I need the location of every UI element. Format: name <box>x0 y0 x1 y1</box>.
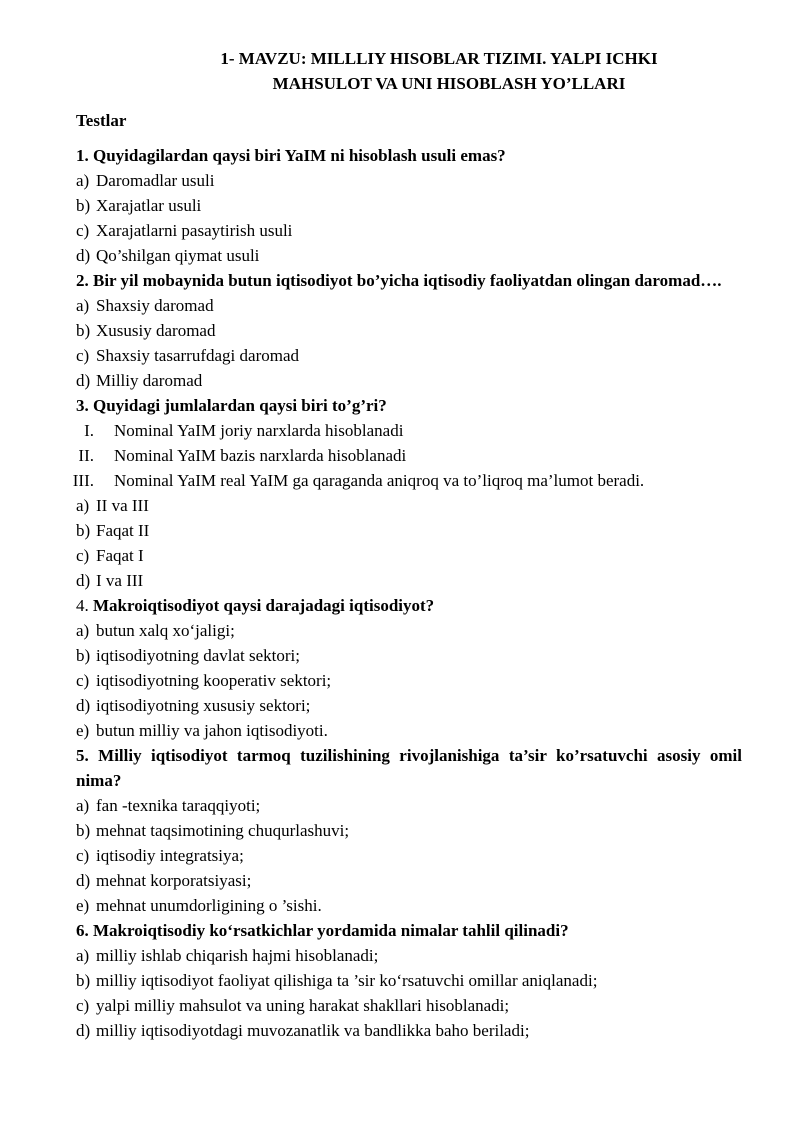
option-text: mehnat unumdorligining o ’sishi. <box>96 896 322 915</box>
option-letter: d) <box>76 1021 91 1040</box>
option-letter: a) <box>76 496 90 515</box>
question-number: 6. <box>76 921 89 940</box>
option-letter: b) <box>76 646 91 665</box>
title-line-2: MAHSULOT VA UNI HISOBLASH YO’LLARI <box>272 74 626 93</box>
option <box>76 1018 742 1043</box>
option-text: Milliy daromad <box>96 371 203 390</box>
option-letter: c) <box>76 221 90 240</box>
option-letter: a) <box>76 796 90 815</box>
question-body: Bir yil mobaynida butun iqtisodiyot bo’yicha iqtisodiy faoliyatdan olingan daromad…. <box>93 271 722 290</box>
option-text: iqtisodiyotning davlat sektori; <box>96 646 300 665</box>
option <box>76 643 742 668</box>
question-text <box>76 743 742 793</box>
option-text: butun xalq xo‘jaligi; <box>96 621 235 640</box>
section-heading: Testlar <box>76 111 127 130</box>
option <box>76 218 742 243</box>
statement <box>76 443 742 468</box>
option-letter: a) <box>76 946 90 965</box>
option <box>76 318 742 343</box>
option-text: Xarajatlar usuli <box>96 196 202 215</box>
option-text: Faqat II <box>96 521 150 540</box>
option-text: II va III <box>96 496 149 515</box>
document-page <box>72 46 742 1043</box>
option <box>76 343 742 368</box>
option-letter: c) <box>76 996 90 1015</box>
option-letter: c) <box>76 671 90 690</box>
option-letter: b) <box>76 971 91 990</box>
option-text: Xarajatlarni pasaytirish usuli <box>96 221 293 240</box>
option-letter: b) <box>76 521 91 540</box>
option-letter: a) <box>76 621 90 640</box>
option <box>76 368 742 393</box>
option-text: butun milliy va jahon iqtisodiyoti. <box>96 721 328 740</box>
question-3 <box>72 393 742 593</box>
question-5 <box>76 743 742 918</box>
option <box>76 843 742 868</box>
statement-text: Nominal YaIM joriy narxlarda hisoblanadi <box>114 421 404 440</box>
question-body: Quyidagi jumlalardan qaysi biri to’g’ri? <box>93 396 387 415</box>
option-text: Daromadlar usuli <box>96 171 215 190</box>
question-text <box>76 268 742 293</box>
option <box>76 818 742 843</box>
option-text: Faqat I <box>96 546 144 565</box>
option <box>76 718 742 743</box>
option-text: iqtisodiy integratsiya; <box>96 846 244 865</box>
question-body: Makroiqtisodiyot qaysi darajadagi iqtisodiyot? <box>93 596 435 615</box>
question-body: Makroiqtisodiy ko‘rsatkichlar yordamida nimalar tahlil qilinadi? <box>93 921 569 940</box>
option-text: Shaxsiy tasarrufdagi daromad <box>96 346 299 365</box>
question-number: 2. <box>76 271 89 290</box>
option-letter: b) <box>76 321 91 340</box>
option-text: milliy ishlab chiqarish hajmi hisoblanadi; <box>96 946 379 965</box>
option <box>76 868 742 893</box>
option-letter: c) <box>76 846 90 865</box>
question-text <box>76 143 742 168</box>
question-6 <box>76 918 742 1043</box>
option-text: iqtisodiyotning xususiy sektori; <box>96 696 311 715</box>
option <box>76 693 742 718</box>
option-letter: c) <box>76 546 90 565</box>
page-title <box>76 46 742 96</box>
option-text: Shaxsiy daromad <box>96 296 214 315</box>
option <box>76 518 742 543</box>
statement-text: Nominal YaIM bazis narxlarda hisoblanadi <box>114 446 407 465</box>
option-text: fan -texnika taraqqiyoti; <box>96 796 261 815</box>
option-text: Xususiy daromad <box>96 321 216 340</box>
statement-number: III. <box>72 471 94 490</box>
option <box>76 668 742 693</box>
option-letter: d) <box>76 571 91 590</box>
option-letter: e) <box>76 721 90 740</box>
option-text: I va III <box>96 571 144 590</box>
option <box>76 568 742 593</box>
title-line-1: 1- MAVZU: MILLLIY HISOBLAR TIZIMI. YALPI ICHKI <box>220 49 658 68</box>
question-list <box>72 143 742 1043</box>
option-letter: d) <box>76 371 91 390</box>
statement-text: Nominal YaIM real YaIM ga qaraganda aniqroq va to’liqroq ma’lumot beradi. <box>114 471 645 490</box>
option-letter: e) <box>76 896 90 915</box>
question-text <box>76 593 742 618</box>
question-number: 1. <box>76 146 89 165</box>
statement-number: II. <box>78 446 94 465</box>
option <box>76 993 742 1018</box>
option <box>76 243 742 268</box>
question-1 <box>76 143 742 268</box>
option-text: mehnat taqsimotining chuqurlashuvi; <box>96 821 350 840</box>
option <box>76 968 742 993</box>
question-text <box>76 918 742 943</box>
question-body: Quyidagilardan qaysi biri YaIM ni hisoblash usuli emas? <box>93 146 506 165</box>
option-text: Qo’shilgan qiymat usuli <box>96 246 260 265</box>
option-letter: d) <box>76 246 91 265</box>
option-text: milliy iqtisodiyotdagi muvozanatlik va bandlikka baho beriladi; <box>96 1021 530 1040</box>
option <box>76 168 742 193</box>
option <box>76 893 742 918</box>
option-letter: b) <box>76 196 91 215</box>
option-letter: a) <box>76 296 90 315</box>
option <box>76 193 742 218</box>
option-text: milliy iqtisodiyot faoliyat qilishiga ta ’sir ko‘rsatuvchi omillar aniqlanadi; <box>96 971 598 990</box>
statement <box>76 418 742 443</box>
option <box>76 793 742 818</box>
question-2 <box>76 268 742 393</box>
statement-number: I. <box>84 421 94 440</box>
option-letter: b) <box>76 821 91 840</box>
option-letter: d) <box>76 871 91 890</box>
question-number: 4. <box>76 596 89 615</box>
option <box>76 543 742 568</box>
option-letter: c) <box>76 346 90 365</box>
question-body: Milliy iqtisodiyot tarmoq tuzilishining rivojlanishiga ta’sir ko’rsatuvchi asosiy omil nima? <box>76 746 742 790</box>
option <box>76 943 742 968</box>
option-text: iqtisodiyotning kooperativ sektori; <box>96 671 332 690</box>
statement <box>72 468 742 493</box>
question-text <box>76 393 742 418</box>
option-text: mehnat korporatsiyasi; <box>96 871 252 890</box>
option <box>76 618 742 643</box>
question-number: 5. <box>76 746 89 765</box>
option <box>76 493 742 518</box>
option-letter: d) <box>76 696 91 715</box>
option-text: yalpi milliy mahsulot va uning harakat shakllari hisoblanadi; <box>96 996 510 1015</box>
question-4 <box>76 593 742 743</box>
option <box>76 293 742 318</box>
question-number: 3. <box>76 396 89 415</box>
option-letter: a) <box>76 171 90 190</box>
